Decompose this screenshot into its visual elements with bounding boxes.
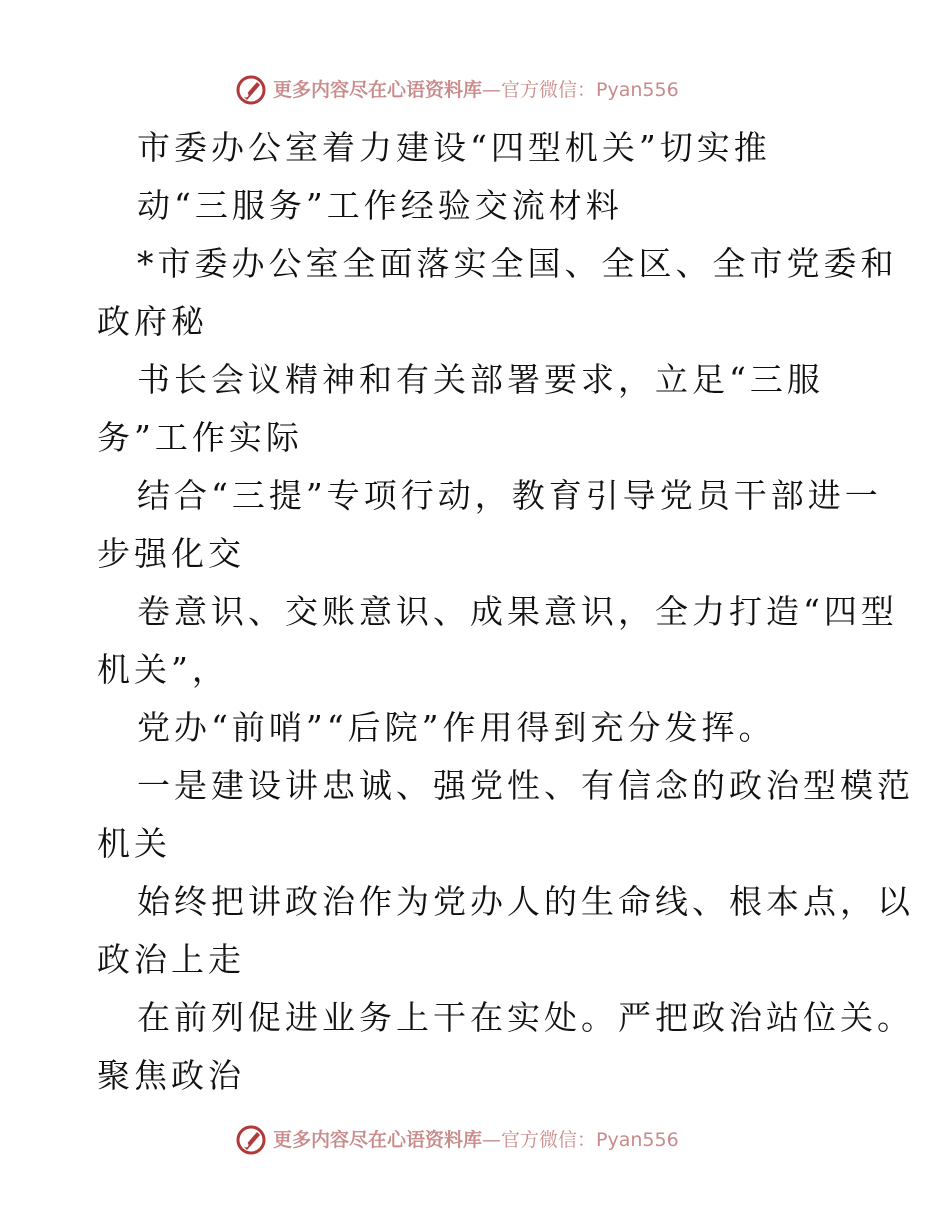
watermark-brand: 更多内容尽在心语资料库	[273, 1129, 483, 1151]
paragraph-line: 书长会议精神和有关部署要求，立足“三服	[137, 360, 824, 399]
paragraph-line: 党办“前哨”“后院”作用得到充分发挥。	[137, 708, 776, 747]
paragraph-line: *市委办公室全面落实全国、全区、全市党委和	[137, 244, 898, 283]
paragraph-line: 机关	[97, 824, 171, 863]
paragraph-line: 务”工作实际	[97, 418, 303, 457]
pen-logo-icon	[235, 1124, 267, 1156]
paragraph-line: 在前列促进业务上干在实处。严把政治站位关。	[137, 998, 914, 1037]
paragraph-line: 聚焦政治	[97, 1056, 245, 1095]
watermark-id: Pyan556	[596, 79, 679, 101]
paragraph-line: 政治上走	[97, 940, 245, 979]
title-line-1: 市委办公室着力建设“四型机关”切实推	[137, 128, 771, 167]
footer-watermark	[235, 1122, 679, 1158]
watermark-label: 官方微信：	[501, 79, 597, 101]
paragraph-line: 结合“三提”专项行动，教育引导党员干部进一	[137, 476, 882, 515]
pen-logo-icon	[235, 74, 267, 106]
paragraph-line: 政府秘	[97, 302, 208, 341]
watermark-label: 官方微信：	[501, 1129, 597, 1151]
watermark-dash: —	[482, 79, 502, 101]
watermark-dash: —	[482, 1129, 502, 1151]
header-watermark	[235, 72, 679, 108]
watermark-brand: 更多内容尽在心语资料库	[273, 79, 483, 101]
paragraph-line: 步强化交	[97, 534, 245, 573]
watermark-text	[273, 1122, 679, 1158]
title-line-2: 动“三服务”工作经验交流材料	[137, 186, 623, 225]
document-body	[97, 119, 914, 1105]
paragraph-line: 一是建设讲忠诚、强党性、有信念的政治型模范	[137, 766, 914, 805]
paragraph-line: 始终把讲政治作为党办人的生命线、根本点，以	[137, 882, 914, 921]
paragraph-line: 机关”，	[97, 650, 229, 689]
watermark-text	[273, 72, 679, 108]
watermark-id: Pyan556	[596, 1129, 679, 1151]
paragraph-line: 卷意识、交账意识、成果意识，全力打造“四型	[137, 592, 898, 631]
